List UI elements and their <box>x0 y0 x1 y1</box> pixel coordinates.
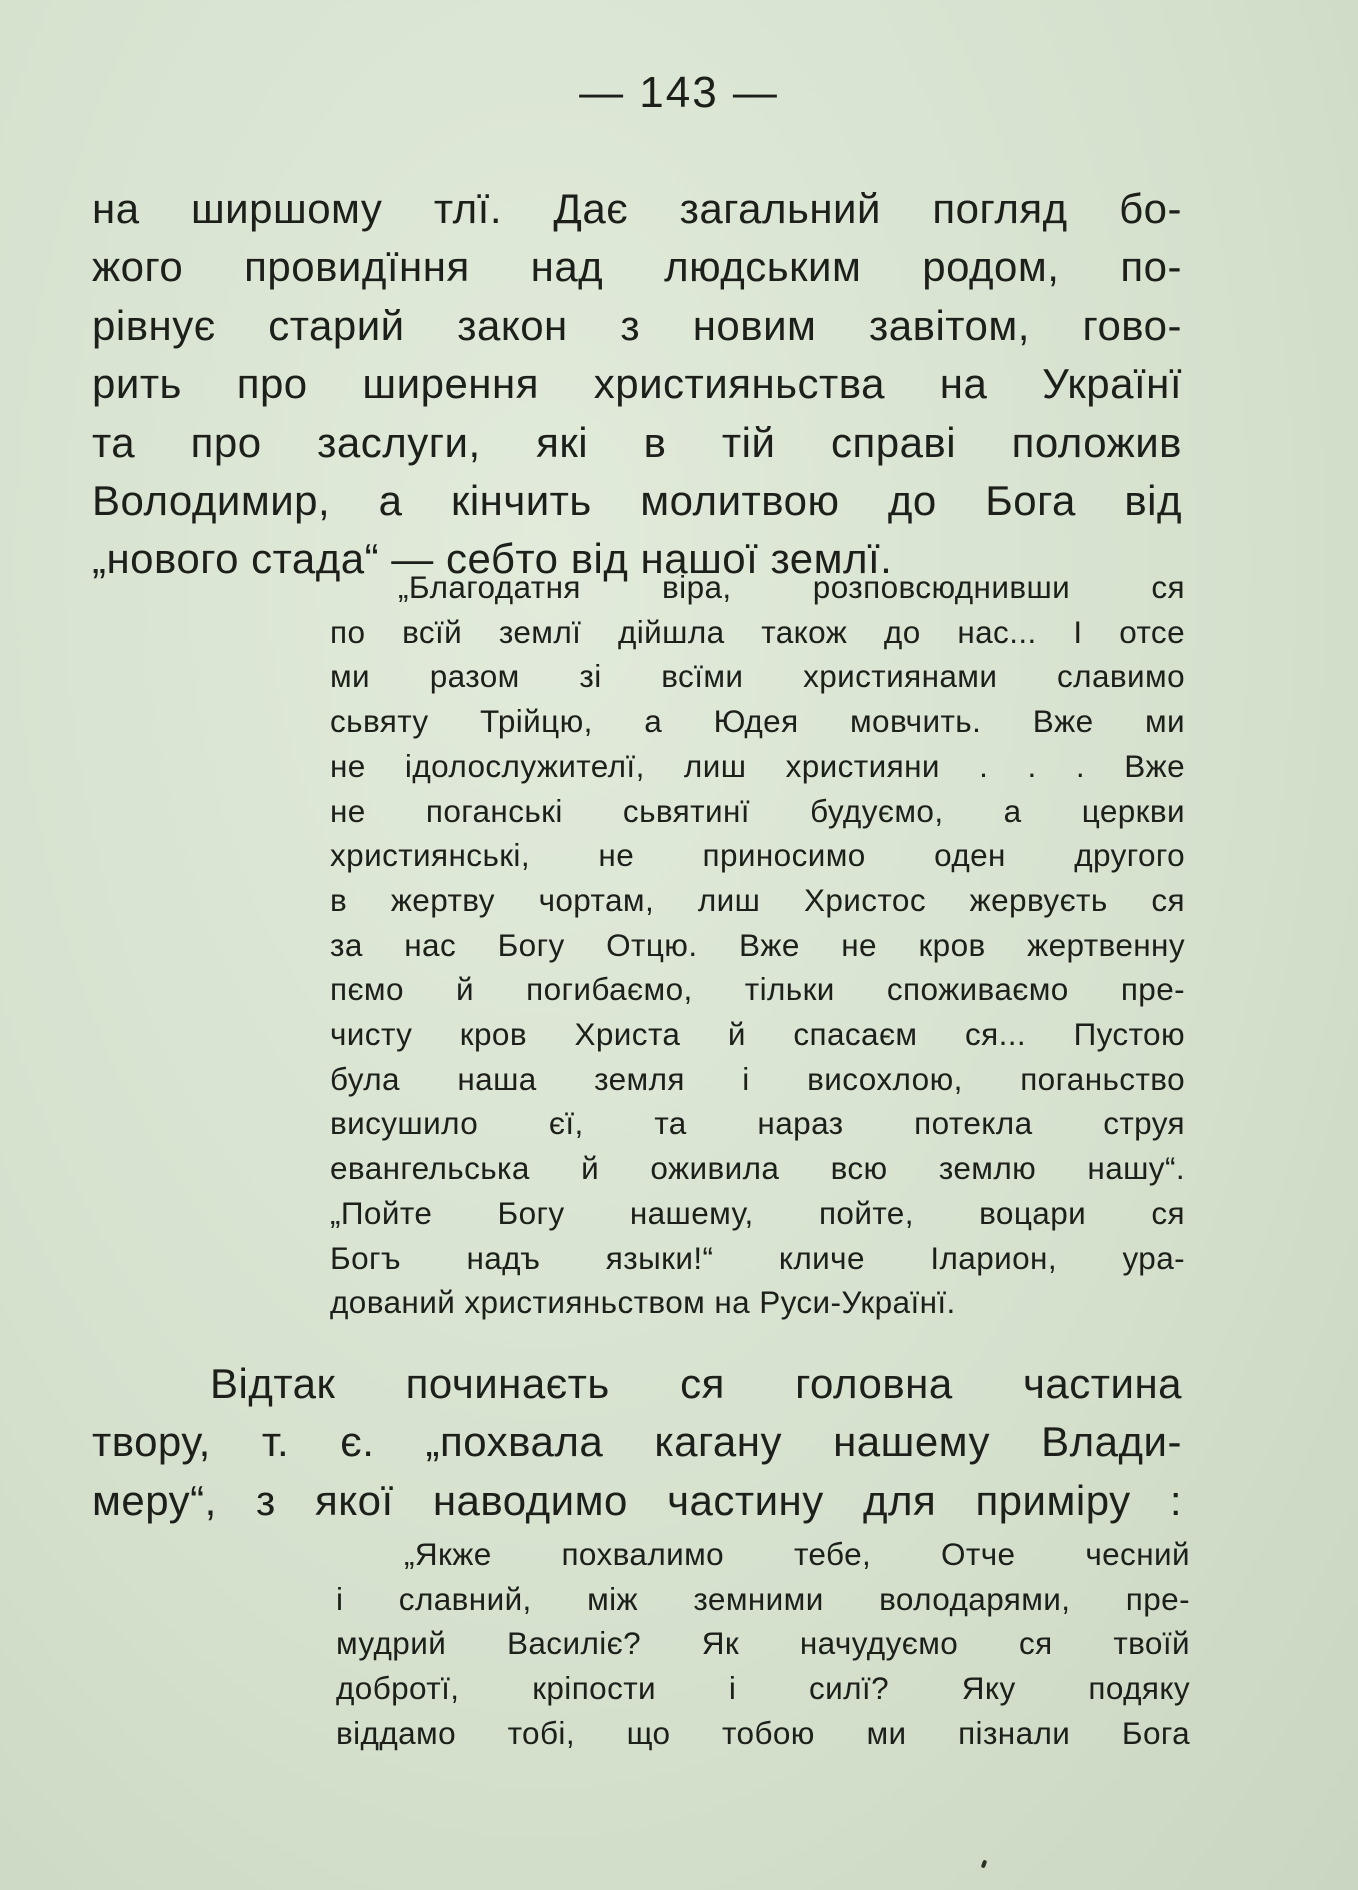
quote-line: дований християньством на Руси-Українї. <box>330 1284 956 1321</box>
quote-line: „Благодатня віра, розповсюднивши ся <box>398 569 1185 605</box>
text-line: твору, т. є. „похвала кагану нашему Влади- <box>92 1418 1182 1466</box>
quote-line: не ідолослужителї, лиш християни . . . Вже <box>330 747 1185 784</box>
quote-line: ми разом зі всїми християнами славимо <box>330 658 1185 695</box>
quote-line: висушило єї, та нараз потекла струя <box>330 1105 1185 1142</box>
quote-line: Богъ надъ языки!“ кличе Іларион, ура- <box>330 1239 1185 1276</box>
quote-line: за нас Богу Отцю. Вже не кров жертвенну <box>330 926 1185 963</box>
text-line: та про заслуги, які в тій справі положив <box>92 418 1182 466</box>
quote-line: християнські, не приносимо оден другого <box>330 837 1185 874</box>
text-line: Відтак починаєть ся головна частина <box>210 1360 1182 1407</box>
quote-line: „Якже похвалимо тебе, Отче чесний <box>404 1536 1190 1572</box>
ink-speck <box>981 1860 987 1869</box>
text-line: Володимир, а кінчить молитвою до Бога від <box>92 477 1182 525</box>
quote-line: „Пойте Богу нашему, пойте, воцари ся <box>330 1194 1185 1231</box>
text-line: „нового стада“ — себто від нашої землї. <box>92 535 893 583</box>
quote-line: не поганські сьвятинї будуємо, а церкви <box>330 792 1185 829</box>
page-number: — 143 — <box>579 68 779 117</box>
quote-line: віддамо тобі, що тобою ми пізнали Бога <box>336 1714 1190 1751</box>
text-line: меру“, з якої наводимо частину для приміру : <box>92 1476 1182 1524</box>
quote-line: мудрий Василіє? Як начудуємо ся твоїй <box>336 1625 1190 1662</box>
block-quote-1 <box>330 565 1185 1325</box>
text-line: рівнує старий закон з новим завітом, гово- <box>92 301 1182 349</box>
quote-line: в жертву чортам, лиш Христос жервуєть ся <box>330 881 1185 918</box>
quote-line: чисту кров Христа й спасаєм ся... Пустою <box>330 1016 1185 1053</box>
quote-line: сьвяту Трійцю, а Юдея мовчить. Вже ми <box>330 703 1185 740</box>
text-line: жого провидїння над людським родом, по- <box>92 243 1182 291</box>
quote-line: добротї, кріпости і силї? Яку подяку <box>336 1670 1190 1707</box>
body-paragraph-2 <box>92 1355 1182 1530</box>
block-quote-2 <box>336 1532 1190 1756</box>
quote-line: евангельська й оживила всю землю нашу“. <box>330 1150 1185 1187</box>
text-line: на ширшому тлї. Дає загальний погляд бо- <box>92 185 1182 232</box>
quote-line: пємо й погибаємо, тільки споживаємо пре- <box>330 971 1185 1008</box>
quote-line: і славний, між земними володарями, пре- <box>336 1580 1190 1617</box>
body-paragraph-1 <box>92 180 1182 589</box>
quote-line: була наша земля і висохлою, поганьство <box>330 1060 1185 1097</box>
quote-line: по всїй землї дійшла також до нас... І отсе <box>330 613 1185 650</box>
text-line: рить про ширення християньства на Українї <box>92 360 1182 408</box>
